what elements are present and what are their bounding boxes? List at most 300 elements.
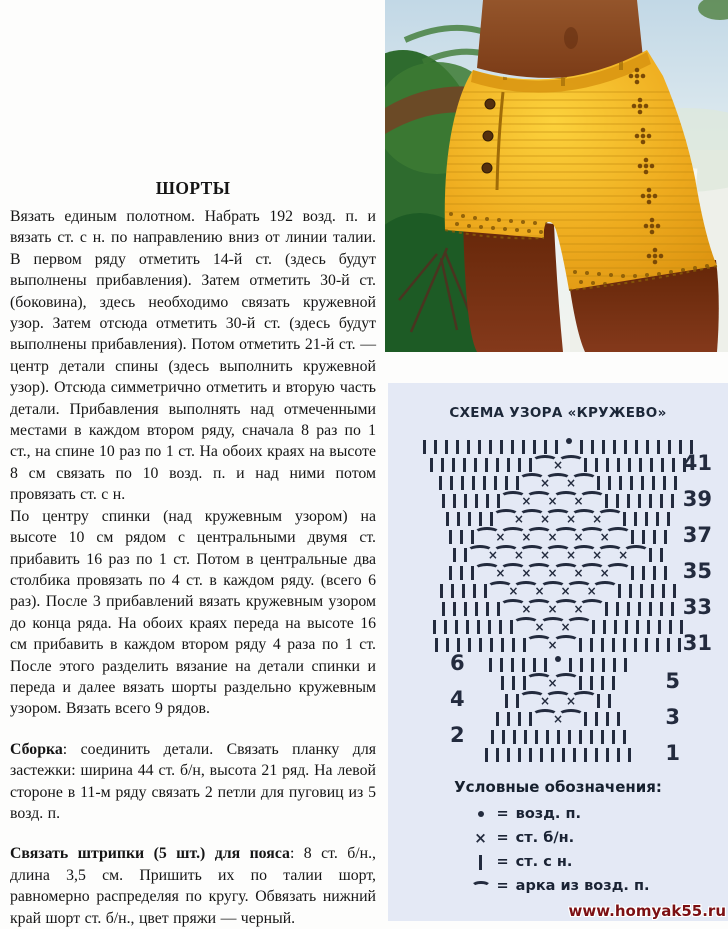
stitch-bar-icon — [499, 620, 502, 634]
legend-equals: = — [496, 854, 509, 870]
row-number-right: 3 — [665, 705, 680, 729]
chart-row-symbols — [492, 709, 624, 726]
chart-row-symbols — [501, 691, 615, 708]
stitch-sc-icon: × — [573, 494, 584, 508]
stitch-sc-icon: × — [547, 494, 558, 508]
stitch-bar-icon — [507, 458, 510, 472]
stitch-bar-icon — [518, 712, 521, 726]
stitch-bar-icon — [460, 530, 463, 544]
stitch-arc-icon — [579, 491, 605, 503]
stitch-chain-dot-icon — [566, 438, 572, 444]
stitch-bar-icon — [512, 638, 515, 652]
stitch-bar-icon — [650, 458, 653, 472]
stitch-bar-icon — [652, 476, 655, 490]
stitch-bar-icon — [624, 440, 627, 454]
stitch-sc-icon: × — [539, 476, 550, 490]
stitch-sc-icon: × — [521, 566, 532, 580]
stitch-bar-icon — [442, 494, 445, 508]
stitch-bar-icon — [535, 730, 538, 744]
stitch-sc-icon: × — [513, 548, 524, 562]
stitch-bar-icon — [656, 512, 659, 526]
stitch-sc-icon: × — [573, 602, 584, 616]
legend-meaning: арка из возд. п. — [515, 878, 650, 894]
chart-upper-rows — [388, 436, 728, 655]
stitch-bar-icon — [464, 602, 467, 616]
site-watermark[interactable]: www.homyak55.ru — [568, 902, 726, 920]
stitch-bar-icon — [449, 566, 452, 580]
stitch-bar-icon — [679, 440, 682, 454]
stitch-bar-icon — [606, 458, 609, 472]
chart-title: СХЕМА УЗОРА «КРУЖЕВО» — [449, 405, 667, 421]
stitch-bar-icon — [500, 440, 503, 454]
stitch-bar-icon — [616, 494, 619, 508]
stitch-bar-icon — [467, 440, 470, 454]
stitch-bar-icon — [453, 548, 456, 562]
stitch-sc-icon: × — [547, 530, 558, 544]
stitch-sc-icon: × — [592, 512, 603, 526]
chart-row-symbols — [497, 673, 618, 690]
stitch-sc-icon: × — [521, 494, 532, 508]
stitch-bar-icon — [584, 712, 587, 726]
stitch-bar-icon — [601, 730, 604, 744]
stitch-bar-icon — [603, 620, 606, 634]
stitch-bar-icon — [501, 676, 504, 690]
stitch-bar-icon — [664, 530, 667, 544]
stitch-sc-icon: × — [566, 694, 577, 708]
stitch-bar-icon — [606, 748, 609, 762]
stitch-bar-icon — [663, 476, 666, 490]
stitch-bar-icon — [630, 476, 633, 490]
stitch-bar-icon — [639, 458, 642, 472]
stitch-bar-icon — [649, 548, 652, 562]
photo-illustration — [385, 0, 728, 352]
stitch-bar-icon — [435, 638, 438, 652]
stitch-sc-icon: × — [513, 512, 524, 526]
row-number-right: 31 — [682, 631, 712, 655]
stitch-bar-icon — [625, 620, 628, 634]
stitch-bar-icon — [457, 638, 460, 652]
chart-row — [388, 559, 728, 583]
stitch-bar-icon — [602, 658, 605, 672]
stitch-bar-icon — [546, 730, 549, 744]
chart-row-symbols — [449, 545, 667, 562]
stitch-bar-icon — [612, 638, 615, 652]
chart-row — [388, 436, 728, 454]
stitch-bar-icon — [642, 566, 645, 580]
stitch-bar-icon — [590, 638, 593, 652]
instructions-text — [10, 206, 376, 929]
stitch-bar-icon — [623, 638, 626, 652]
stitch-bar-icon — [635, 440, 638, 454]
stitch-sc-icon: × — [599, 530, 610, 544]
legend-title: Условные обозначения: — [454, 778, 662, 796]
chart-row-symbols — [436, 581, 679, 598]
stitch-bar-icon — [608, 476, 611, 490]
stitch-bar-icon — [474, 458, 477, 472]
stitch-bar-icon — [595, 458, 598, 472]
stitch-arc-icon — [566, 617, 592, 629]
stitch-arc-icon — [592, 581, 618, 593]
stitch-bar-icon — [671, 602, 674, 616]
stitch-bar-icon — [472, 476, 475, 490]
row-number-right: 33 — [682, 595, 712, 619]
stitch-bar-icon — [573, 748, 576, 762]
stitch-bar-icon — [489, 658, 492, 672]
stitch-bar-icon — [627, 602, 630, 616]
stitch-bar-icon — [627, 494, 630, 508]
stitch-bar-icon — [483, 476, 486, 490]
assembly-lead: Сборка — [10, 740, 63, 758]
stitch-arc-icon — [597, 509, 623, 521]
stitch-bar-icon — [442, 602, 445, 616]
stitch-bar-icon — [642, 530, 645, 544]
stitch-bar-icon — [647, 620, 650, 634]
chart-row — [388, 544, 728, 562]
stitch-bar-icon — [618, 584, 621, 598]
stitch-bar-icon — [562, 748, 565, 762]
stitch-bar-icon — [660, 494, 663, 508]
stitch-sc-icon: × — [539, 694, 550, 708]
stitch-bar-icon — [579, 638, 582, 652]
stitch-bar-icon — [658, 620, 661, 634]
stitch-bar-icon — [475, 494, 478, 508]
stitch-bar-icon — [502, 730, 505, 744]
stitch-bar-icon — [485, 458, 488, 472]
stitch-bar-icon — [605, 494, 608, 508]
stitch-bar-icon — [667, 512, 670, 526]
paragraph-main: Вязать единым полотном. Набрать 192 возд. п. и вязать ст. с н. по направлению вниз от линии талии. В первом ряду отметить 14-й ст. (здесь будут выполнены прибавления). Затем отметить 30-й ст. (боковина), здесь необходимо связать кружевной узор. Затем отсюда отметить 30-й ст. (здесь будут выполнены прибавления). Потом отметить 21-й ст. — центр детали спины (здесь выполнить кружевной узор). Отсюда симметрично отметить и вторую часть детали. Прибавления выполнять над отмеченными местами в каждом втором ряду, сначала 8 раз по 1 ст., на спине 10 раз по 1 ст. На обоих краях на высоте 8 см связать по 10 возд. п. и над ними потом провязать ст. с н. — [10, 208, 376, 504]
row-number-right: 1 — [665, 741, 680, 765]
stitch-sc-icon: × — [552, 458, 564, 472]
stitch-bar-icon — [638, 602, 641, 616]
stitch-bar-icon — [628, 458, 631, 472]
legend-item — [467, 805, 650, 823]
chart-lower-rows — [388, 651, 728, 765]
stitch-arc-icon — [605, 563, 631, 575]
stitch-bar-icon — [579, 676, 582, 690]
stitch-bar-icon — [628, 748, 631, 762]
stitch-bar-icon — [446, 638, 449, 652]
stitch-bar-icon — [606, 712, 609, 726]
stitch-bar-icon — [513, 730, 516, 744]
stitch-bar-icon — [669, 620, 672, 634]
stitch-bar-icon — [671, 494, 674, 508]
stitch-bar-icon — [518, 458, 521, 472]
stitch-bar-icon — [445, 440, 448, 454]
stitch-bar-icon — [440, 584, 443, 598]
stitch-sc-icon: × — [495, 530, 506, 544]
stitch-bar-icon — [595, 748, 598, 762]
stitch-bar-icon — [449, 530, 452, 544]
legend-item — [467, 853, 650, 871]
legend-symbol — [467, 829, 495, 847]
stitch-bar-icon — [597, 476, 600, 490]
stitch-bar-icon — [657, 440, 660, 454]
stitch-bar-icon — [656, 638, 659, 652]
stitch-sc-icon: × — [552, 712, 564, 726]
row-number-right: 5 — [665, 669, 680, 693]
stitch-bar-icon — [434, 440, 437, 454]
stitch-bar-icon — [524, 730, 527, 744]
legend-list — [467, 805, 650, 895]
stitch-bar-icon — [624, 658, 627, 672]
stitch-sc-icon: × — [521, 530, 532, 544]
stitch-arc-icon — [579, 599, 605, 611]
stitch-bar-icon — [568, 730, 571, 744]
stitch-bar-icon — [613, 440, 616, 454]
stitch-bar-icon — [488, 620, 491, 634]
stitch-bar-icon — [496, 712, 499, 726]
stitch-arc-icon — [605, 527, 631, 539]
stitch-sc-icon: × — [547, 638, 558, 652]
stitch-arc-icon — [553, 673, 579, 685]
chart-row — [388, 487, 728, 511]
stitch-bar-icon — [629, 584, 632, 598]
chart-row-symbols — [431, 635, 684, 652]
stitch-bar-icon — [460, 566, 463, 580]
stitch-bar-icon — [660, 602, 663, 616]
stitch-sc-icon: × — [566, 512, 577, 526]
chart-row-symbols — [481, 748, 635, 762]
assembly-text: : соединить детали. Связать планку для застежки: ширина 44 ст. б/н, высота 21 ряд. На левой стороне в 11-м ряду связать 2 петли для пуговиц из 5 возд. п. — [10, 740, 376, 822]
stitch-bar-icon — [491, 730, 494, 744]
stitch-bar-icon — [507, 712, 510, 726]
chart-row-symbols — [487, 730, 630, 744]
legend-symbol — [467, 805, 495, 823]
straps-lead: Связать штрипки (5 шт.) для пояса — [10, 845, 290, 863]
stitch-bar-icon — [617, 748, 620, 762]
stitch-sc-icon: × — [487, 548, 498, 562]
stitch-bar-icon — [597, 694, 600, 708]
stitch-dot-icon — [478, 811, 484, 817]
stitch-bar-icon — [511, 440, 514, 454]
stitch-sc-icon: × — [586, 584, 597, 598]
chart-row-symbols — [485, 656, 631, 672]
chart-row-symbols — [419, 438, 697, 454]
stitch-bar-icon — [464, 494, 467, 508]
stitch-bar-icon — [457, 512, 460, 526]
stitch-bar-icon — [580, 440, 583, 454]
stitch-bar-icon — [605, 602, 608, 616]
row-number-right: 37 — [682, 523, 712, 547]
legend-item — [467, 877, 650, 895]
stitch-bar-icon — [486, 494, 489, 508]
stitch-bar-icon — [653, 530, 656, 544]
chart-row — [388, 595, 728, 619]
stitch-bar-icon — [533, 658, 536, 672]
stitch-bar-icon — [507, 748, 510, 762]
stitch-bar-icon — [475, 602, 478, 616]
stitch-bar-icon — [579, 730, 582, 744]
legend-meaning: ст. б/н. — [515, 830, 575, 846]
chart-row — [388, 631, 728, 655]
stitch-bar-icon — [631, 530, 634, 544]
stitch-bar-icon — [477, 620, 480, 634]
stitch-bar-icon — [490, 638, 493, 652]
row-number-left: 6 — [450, 651, 465, 675]
paragraph-straps — [10, 843, 376, 929]
chart-row — [388, 508, 728, 526]
stitch-bar-icon — [511, 658, 514, 672]
stitch-bar-icon — [634, 638, 637, 652]
row-number-right: 35 — [682, 559, 712, 583]
stitch-sc-icon: × — [534, 584, 545, 598]
chart-row — [388, 451, 728, 475]
stitch-bar-icon — [533, 440, 536, 454]
stitch-bar-icon — [463, 458, 466, 472]
stitch-bar-icon — [505, 694, 508, 708]
stitch-bar-icon — [466, 620, 469, 634]
page-title: ШОРТЫ — [155, 178, 231, 198]
stitch-bar-icon — [468, 512, 471, 526]
stitch-sc-icon: × — [521, 602, 532, 616]
stitch-bar-icon — [660, 548, 663, 562]
stitch-bar-icon — [631, 566, 634, 580]
legend-equals: = — [496, 806, 509, 822]
stitch-bar-icon — [612, 730, 615, 744]
stitch-bar-icon — [602, 440, 605, 454]
stitch-bar-icon — [623, 730, 626, 744]
stitch-bar-icon — [638, 494, 641, 508]
stitch-bar-icon — [649, 494, 652, 508]
stitch-bar-icon — [485, 748, 488, 762]
stitch-bar-icon — [674, 476, 677, 490]
stitch-bar-icon — [423, 440, 426, 454]
stitch-bar-icon — [557, 730, 560, 744]
chart-row — [388, 741, 728, 765]
chart-row-symbols — [435, 473, 681, 490]
stitch-bar-icon — [667, 638, 670, 652]
stitch-bar-icon — [592, 620, 595, 634]
stitch-arc-icon — [623, 545, 649, 557]
stitch-bar-icon — [634, 512, 637, 526]
row-number-left: 2 — [450, 723, 465, 747]
stitch-bar-icon — [616, 602, 619, 616]
stitch-sc-icon: × — [560, 620, 571, 634]
stitch-bar-icon — [614, 620, 617, 634]
stitch-bar-icon — [617, 712, 620, 726]
stitch-sc-icon: × — [547, 566, 558, 580]
stitch-bar-icon — [461, 476, 464, 490]
chart-row-symbols — [426, 455, 690, 472]
legend-equals: = — [496, 878, 509, 894]
straps-text: : 8 ст. б/н., длина 3,5 см. Пришить их по талии шорт, равномерно распределяя по кругу. Обвязать нижний край шорт ст. б/н., цвет пряжи — черный. — [10, 845, 376, 927]
stitch-bar-icon — [473, 584, 476, 598]
row-number-left: 4 — [450, 687, 465, 711]
stitch-bar-icon — [636, 620, 639, 634]
stitch-bar-icon — [455, 620, 458, 634]
stitch-bar-icon — [612, 676, 615, 690]
stitch-bar-icon — [462, 584, 465, 598]
chart-row — [388, 669, 728, 693]
stitch-bar-icon — [456, 440, 459, 454]
stitch-sc-icon: × — [592, 548, 603, 562]
legend-meaning: ст. с н. — [515, 854, 573, 870]
stitch-bar-icon — [486, 602, 489, 616]
stitch-bar-icon — [641, 476, 644, 490]
stitch-bar-icon — [591, 440, 594, 454]
stitch-bar-icon — [584, 748, 587, 762]
stitch-bar-icon — [500, 658, 503, 672]
stitch-sc-icon: × — [566, 548, 577, 562]
chart-row — [388, 580, 728, 598]
stitch-bar-icon — [640, 584, 643, 598]
stitch-bar-icon — [601, 638, 604, 652]
legend-symbol — [467, 853, 495, 871]
stitch-sc-icon: × — [573, 530, 584, 544]
stitch-bar-icon — [555, 440, 558, 454]
stitch-bar-icon — [522, 440, 525, 454]
chart-row-symbols — [438, 491, 677, 508]
stitch-bar-icon — [623, 512, 626, 526]
stitch-x-icon: × — [474, 828, 487, 847]
stitch-bar-icon — [646, 440, 649, 454]
stitch-arc-icon — [553, 635, 579, 647]
stitch-arc-icon — [571, 473, 597, 485]
stitch-sc-icon: × — [566, 476, 577, 490]
legend-symbol — [467, 877, 495, 895]
stitch-bar-icon — [489, 440, 492, 454]
stitch-bar-icon — [441, 458, 444, 472]
stitch-bar-icon — [678, 638, 681, 652]
stitch-bar-icon — [672, 458, 675, 472]
stitch-bar-icon — [653, 566, 656, 580]
instructions-column — [10, 178, 376, 929]
stitch-bar-icon — [512, 676, 515, 690]
stitch-bar-icon — [494, 476, 497, 490]
chart-row-symbols — [429, 617, 686, 634]
stitch-bar-icon — [452, 458, 455, 472]
chart-row-symbols — [445, 527, 670, 544]
row-number-right: 39 — [682, 487, 712, 511]
stitch-bar-icon — [468, 638, 471, 652]
chart-row — [388, 472, 728, 490]
stitch-sc-icon: × — [539, 548, 550, 562]
stitch-sc-icon: × — [599, 566, 610, 580]
stitch-sc-icon: × — [539, 512, 550, 526]
stitch-bar-icon — [591, 658, 594, 672]
legend-meaning: возд. п. — [515, 806, 582, 822]
stitch-bar-icon — [662, 584, 665, 598]
stitch-bar-icon — [501, 638, 504, 652]
stitch-bar-icon — [433, 620, 436, 634]
stitch-arc-icon — [558, 709, 584, 721]
stitch-bar-icon — [444, 620, 447, 634]
stitch-bar-icon — [450, 476, 453, 490]
chart-row — [388, 705, 728, 729]
stitch-bar-icon — [451, 584, 454, 598]
chart-row — [388, 523, 728, 547]
stitch-bar-icon — [661, 458, 664, 472]
pattern-chart-panel — [388, 383, 728, 921]
stitch-bar-icon — [446, 512, 449, 526]
stitch-bar-icon — [590, 730, 593, 744]
stitch-bar-icon — [645, 638, 648, 652]
stitch-bar-icon — [430, 458, 433, 472]
stitch-sc-icon: × — [573, 566, 584, 580]
stitch-sc-icon: × — [534, 620, 545, 634]
stitch-sc-icon: × — [508, 584, 519, 598]
stitch-bar-icon — [668, 440, 671, 454]
stitch-bar-icon — [505, 476, 508, 490]
stitch-bar-icon — [479, 512, 482, 526]
stitch-bar-icon — [584, 458, 587, 472]
stitch-bar-icon — [580, 658, 583, 672]
stitch-bar-icon — [617, 458, 620, 472]
stitch-sc-icon: × — [618, 548, 629, 562]
stitch-bar-icon — [608, 694, 611, 708]
stitch-bar-icon — [496, 748, 499, 762]
